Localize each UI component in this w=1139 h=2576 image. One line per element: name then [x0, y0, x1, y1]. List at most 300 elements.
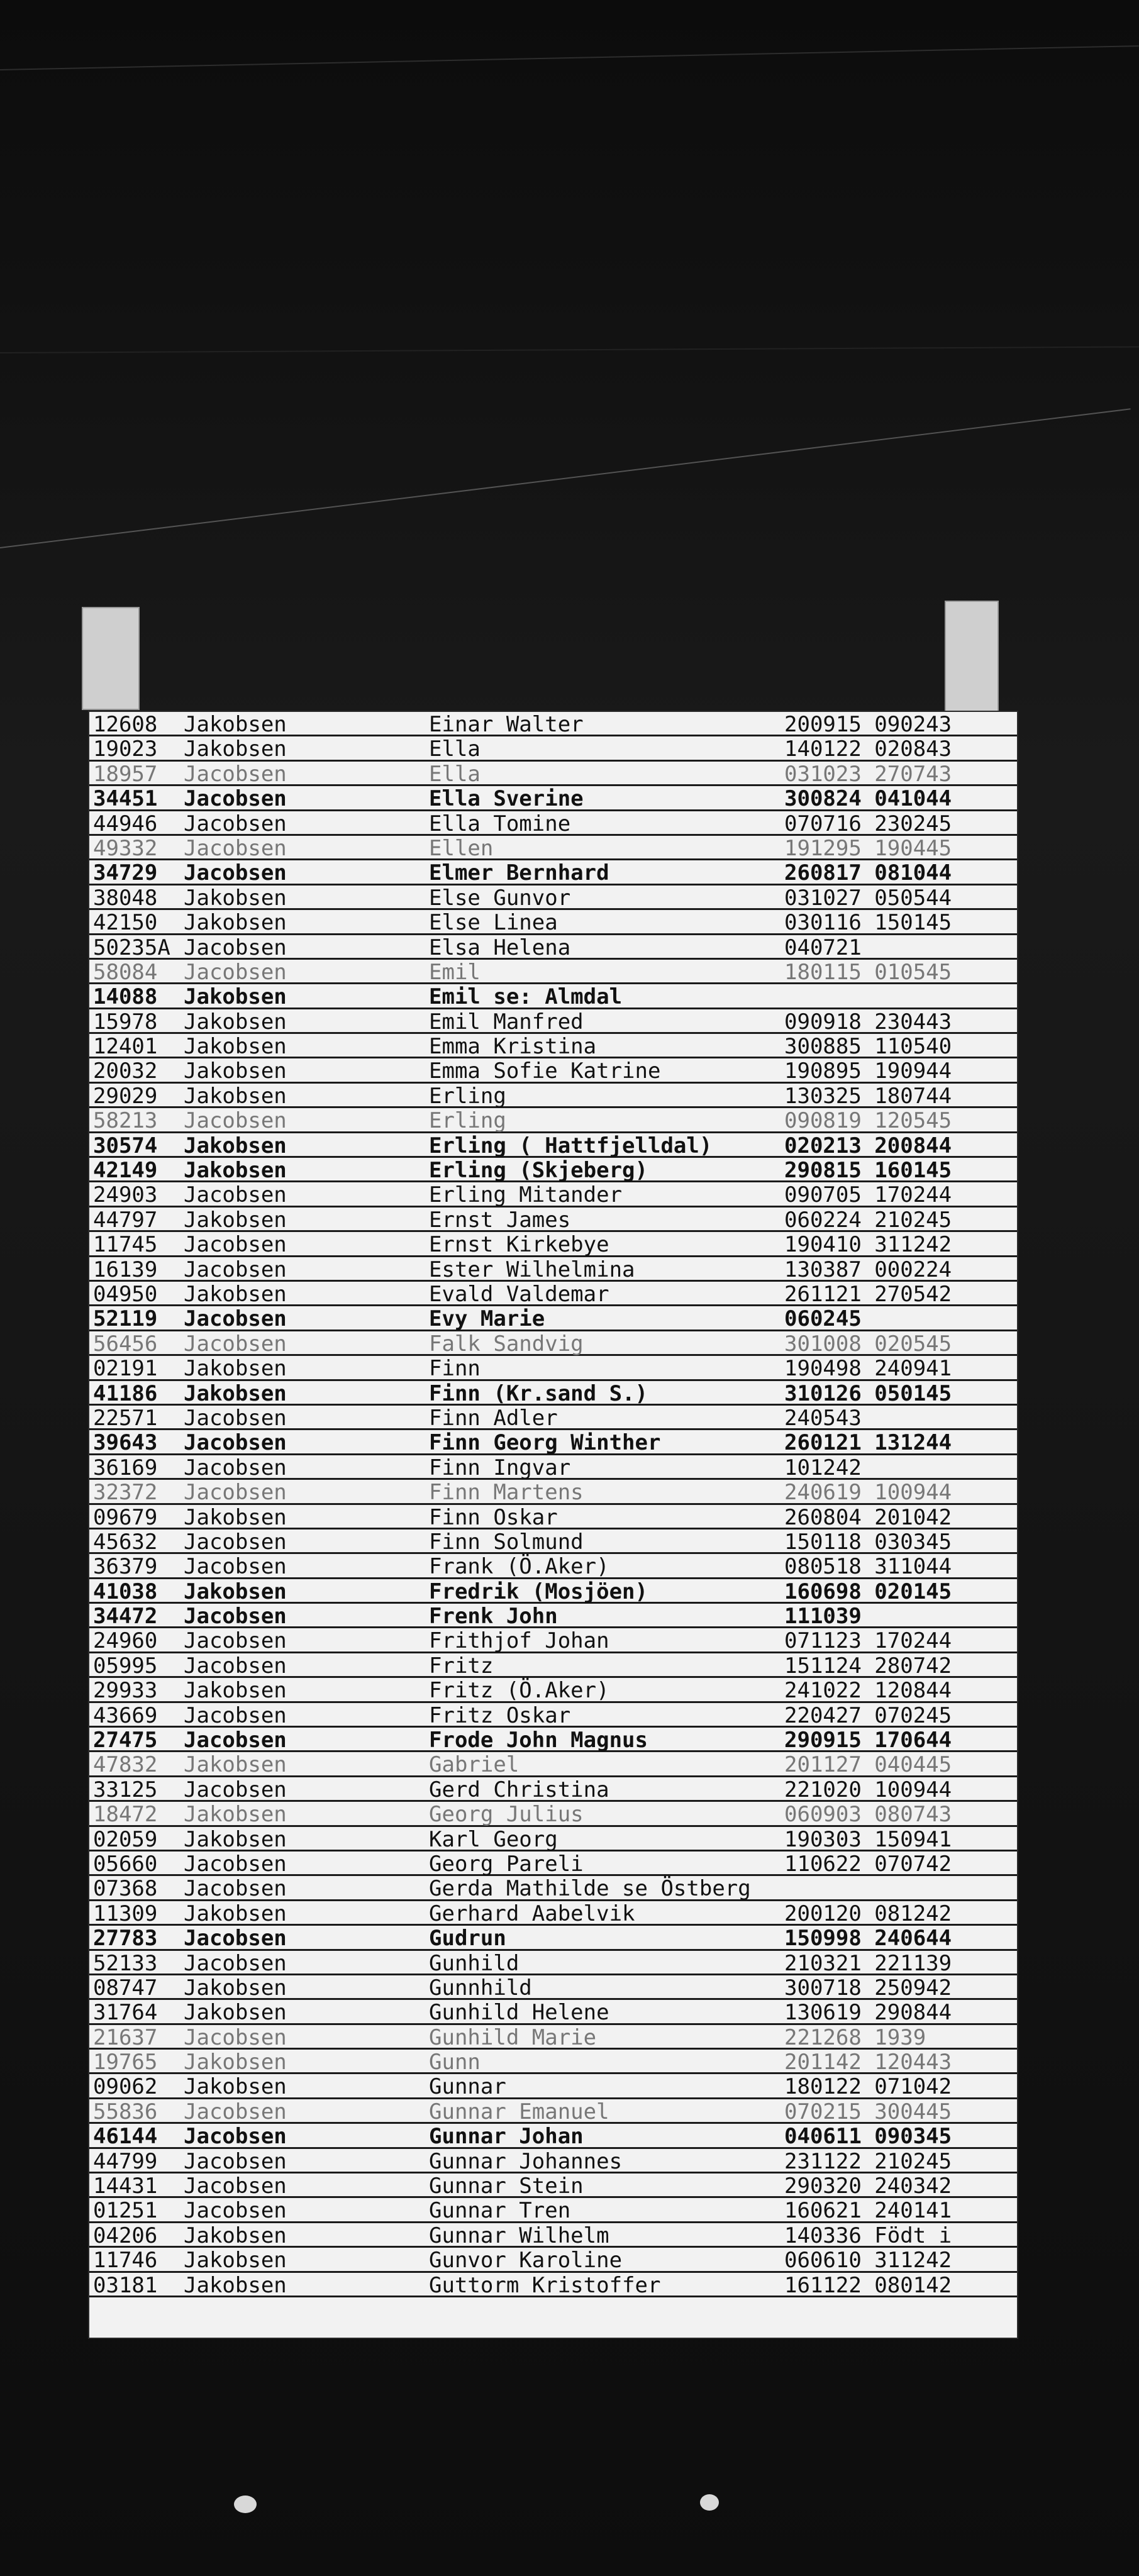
card-row	[89, 736, 1017, 761]
dates: 180122 071042	[784, 2074, 952, 2100]
given-names: Gudrun	[429, 1926, 506, 1951]
given-names: Elsa Helena	[429, 935, 571, 960]
card-row	[89, 1579, 1017, 1604]
surname: Jakobsen	[184, 2272, 287, 2298]
surname: Jacobsen	[184, 1653, 287, 1679]
dates: 310126 050145	[784, 1380, 952, 1406]
dates: 231122 210245	[784, 2148, 952, 2174]
record-number: 42150	[93, 910, 158, 936]
dates: 260121 131244	[784, 1430, 952, 1456]
dates: 140122 020843	[784, 736, 952, 762]
dates: 031027 050544	[784, 885, 952, 911]
dates: 221268 1939	[784, 2024, 926, 2050]
surname: Jacobsen	[184, 2198, 287, 2224]
given-names: Gunnar Wilhelm	[429, 2223, 609, 2248]
card-row	[89, 1034, 1017, 1058]
given-names: Emma Kristina	[429, 1034, 597, 1060]
surname: Jakobsen	[184, 1058, 287, 1084]
dates: 060245	[784, 1306, 862, 1332]
dates: 090819 120545	[784, 1108, 952, 1134]
card-row	[89, 860, 1017, 885]
record-number: 11746	[93, 2248, 158, 2273]
record-number: 44799	[93, 2148, 158, 2174]
card-row	[89, 2099, 1017, 2124]
record-number: 58213	[93, 1108, 158, 1134]
surname: Jacobsen	[184, 835, 287, 861]
dates: 130619 290844	[784, 2000, 952, 2026]
card-row	[89, 2025, 1017, 2050]
card-row	[89, 1084, 1017, 1108]
record-number: 19765	[93, 2050, 158, 2075]
surname: Jacobsen	[184, 1628, 287, 1654]
given-names: Gerd Christina	[429, 1777, 609, 1802]
surname: Jakobsen	[184, 1083, 287, 1109]
given-names: Finn Oskar	[429, 1504, 558, 1530]
card-row	[89, 1455, 1017, 1480]
film-speck	[700, 2494, 719, 2511]
given-names: Else Gunvor	[429, 885, 571, 911]
given-names: Gerda Mathilde se Östberg	[429, 1876, 751, 1902]
card-row	[89, 1505, 1017, 1530]
card-row	[89, 762, 1017, 786]
dates: 240619 100944	[784, 1480, 952, 1506]
given-names: Finn Martens	[429, 1480, 584, 1506]
dates: 020213 200844	[784, 1133, 952, 1158]
film-scratch	[0, 45, 1139, 70]
given-names: Finn Solmund	[429, 1529, 584, 1555]
dates: 260817 081044	[784, 860, 952, 886]
card-row	[89, 1703, 1017, 1728]
dates: 301008 020545	[784, 1331, 952, 1357]
card-row	[89, 886, 1017, 910]
dates: 080518 311044	[784, 1554, 952, 1580]
dates: 190895 190944	[784, 1058, 952, 1084]
surname: Jakobsen	[184, 712, 287, 737]
record-number: 18957	[93, 761, 158, 787]
record-number: 15978	[93, 1009, 158, 1035]
card-row	[89, 1728, 1017, 1752]
record-number: 55836	[93, 2099, 158, 2124]
surname: Jacobsen	[184, 2024, 287, 2050]
surname: Jakobsen	[184, 1158, 287, 1184]
given-names: Gunn	[429, 2050, 481, 2075]
given-names: Gerhard Aabelvik	[429, 1901, 635, 1926]
record-number: 11745	[93, 1232, 158, 1258]
dates: 060224 210245	[784, 1207, 952, 1233]
dates: 040721	[784, 935, 862, 960]
dates: 190303 150941	[784, 1826, 952, 1852]
record-number: 03181	[93, 2272, 158, 2298]
given-names: Georg Pareli	[429, 1851, 584, 1877]
dates: 200915 090243	[784, 712, 952, 737]
dates: 200120 081242	[784, 1901, 952, 1926]
dates: 221020 100944	[784, 1777, 952, 1802]
given-names: Erling (Skjeberg)	[429, 1158, 648, 1184]
card-row	[89, 1282, 1017, 1306]
record-number: 32372	[93, 1480, 158, 1506]
record-number: 49332	[93, 835, 158, 861]
card-row	[89, 2248, 1017, 2272]
dates: 111039	[784, 1604, 862, 1629]
surname: Jacobsen	[184, 1331, 287, 1357]
record-number: 58084	[93, 959, 158, 985]
surname: Jacobsen	[184, 761, 287, 787]
given-names: Falk Sandvig	[429, 1331, 584, 1357]
record-number: 45632	[93, 1529, 158, 1555]
dates: 090705 170244	[784, 1182, 952, 1208]
surname: Jacobsen	[184, 1604, 287, 1629]
record-number: 08747	[93, 1975, 158, 2001]
card-row	[89, 1406, 1017, 1430]
card-row	[89, 1182, 1017, 1207]
record-number: 02059	[93, 1826, 158, 1852]
surname: Jacobsen	[184, 1182, 287, 1208]
given-names: Fredrik (Mosjöen)	[429, 1579, 648, 1604]
record-number: 42149	[93, 1158, 158, 1184]
record-number: 39643	[93, 1430, 158, 1456]
surname: Jakobsen	[184, 1678, 287, 1704]
surname: Jakobsen	[184, 1901, 287, 1926]
given-names: Gunvor Karoline	[429, 2248, 623, 2273]
card-row	[89, 2124, 1017, 2148]
surname: Jakobsen	[184, 1356, 287, 1382]
surname: Jacobsen	[184, 1851, 287, 1877]
surname: Jakobsen	[184, 736, 287, 762]
record-number: 22571	[93, 1405, 158, 1431]
record-number: 04206	[93, 2223, 158, 2248]
given-names: Fritz (Ö.Aker)	[429, 1678, 609, 1704]
card-row	[89, 1802, 1017, 1826]
given-names: Georg Julius	[429, 1802, 584, 1828]
dates: 290320 240342	[784, 2174, 952, 2199]
given-names: Gunnar Johannes	[429, 2148, 623, 2174]
record-number: 33125	[93, 1777, 158, 1802]
card-row	[89, 1530, 1017, 1554]
record-number: 36169	[93, 1455, 158, 1480]
card-row	[89, 984, 1017, 1009]
given-names: Erling ( Hattfjelldal)	[429, 1133, 713, 1158]
surname: Jacobsen	[184, 1257, 287, 1282]
record-number: 52133	[93, 1950, 158, 1976]
card-row	[89, 2223, 1017, 2248]
record-number: 50235A	[93, 935, 170, 960]
surname: Jacobsen	[184, 1232, 287, 1258]
surname: Jakobsen	[184, 984, 287, 1010]
dates: 201127 040445	[784, 1752, 952, 1778]
given-names: Frank (Ö.Aker)	[429, 1554, 609, 1580]
dates: 190410 311242	[784, 1232, 952, 1258]
dates: 290915 170644	[784, 1728, 952, 1753]
dates: 110622 070742	[784, 1851, 952, 1877]
record-number: 05995	[93, 1653, 158, 1679]
record-number: 02191	[93, 1356, 158, 1382]
given-names: Gunnar Stein	[429, 2174, 584, 2199]
record-number: 41186	[93, 1380, 158, 1406]
given-names: Emil Manfred	[429, 1009, 584, 1035]
given-names: Frode John Magnus	[429, 1728, 648, 1753]
record-number: 14088	[93, 984, 158, 1010]
card-row	[89, 2174, 1017, 2198]
surname: Jakobsen	[184, 1579, 287, 1604]
dates: 130387 000224	[784, 1257, 952, 1282]
card-row	[89, 910, 1017, 935]
card-row	[89, 1306, 1017, 1331]
given-names: Ernst James	[429, 1207, 571, 1233]
record-number: 34729	[93, 860, 158, 886]
dates: 191295 190445	[784, 835, 952, 861]
dates: 300718 250942	[784, 1975, 952, 2001]
given-names: Gunhild Marie	[429, 2024, 597, 2050]
card-row	[89, 1752, 1017, 1777]
surname: Jacobsen	[184, 1876, 287, 1902]
surname: Jacobsen	[184, 1926, 287, 1951]
record-number: 24903	[93, 1182, 158, 1208]
record-number: 12401	[93, 1034, 158, 1060]
card-row	[89, 1356, 1017, 1380]
surname: Jacobsen	[184, 1950, 287, 1976]
given-names: Gunhild	[429, 1950, 519, 1976]
dates: 101242	[784, 1455, 862, 1480]
record-number: 43669	[93, 1702, 158, 1728]
card-row	[89, 1653, 1017, 1678]
given-names: Frithjof Johan	[429, 1628, 609, 1654]
dates: 260804 201042	[784, 1504, 952, 1530]
record-number: 30574	[93, 1133, 158, 1158]
card-row	[89, 2000, 1017, 2024]
given-names: Ella Tomine	[429, 811, 571, 836]
given-names: Ella Sverine	[429, 786, 584, 812]
dates: 161122 080142	[784, 2272, 952, 2298]
given-names: Ester Wilhelmina	[429, 1257, 635, 1282]
surname: Jakobsen	[184, 1380, 287, 1406]
given-names: Frenk John	[429, 1604, 558, 1629]
surname: Jacobsen	[184, 1529, 287, 1555]
record-number: 09679	[93, 1504, 158, 1530]
given-names: Ellen	[429, 835, 494, 861]
dates: 160698 020145	[784, 1579, 952, 1604]
dates: 210321 221139	[784, 1950, 952, 1976]
given-names: Finn (Kr.sand S.)	[429, 1380, 648, 1406]
card-row	[89, 1208, 1017, 1232]
surname: Jacobsen	[184, 1430, 287, 1456]
given-names: Erling Mitander	[429, 1182, 623, 1208]
dates: 150998 240644	[784, 1926, 952, 1951]
surname: Jacobsen	[184, 2174, 287, 2199]
given-names: Gunhild Helene	[429, 2000, 609, 2026]
given-names: Finn Ingvar	[429, 1455, 571, 1480]
surname: Jacobsen	[184, 1405, 287, 1431]
given-names: Finn Georg Winther	[429, 1430, 661, 1456]
card-row	[89, 1827, 1017, 1852]
record-number: 04950	[93, 1281, 158, 1307]
surname: Jakobsen	[184, 1207, 287, 1233]
given-names: Emil	[429, 959, 481, 985]
surname: Jakobsen	[184, 1009, 287, 1035]
card-row	[89, 1777, 1017, 1802]
given-names: Erling	[429, 1108, 506, 1134]
dates: 190498 240941	[784, 1356, 952, 1382]
card-tab-left	[82, 607, 140, 710]
surname: Jakobsen	[184, 885, 287, 911]
dates: 071123 170244	[784, 1628, 952, 1654]
record-number: 29933	[93, 1678, 158, 1704]
given-names: Else Linea	[429, 910, 558, 936]
card-row	[89, 811, 1017, 836]
given-names: Guttorm Kristoffer	[429, 2272, 661, 2298]
given-names: Ella	[429, 761, 481, 787]
surname: Jacobsen	[184, 2148, 287, 2174]
surname: Jacobsen	[184, 959, 287, 985]
record-number: 27475	[93, 1728, 158, 1753]
record-number: 31764	[93, 2000, 158, 2026]
record-number: 05660	[93, 1851, 158, 1877]
record-number: 24960	[93, 1628, 158, 1654]
dates: 220427 070245	[784, 1702, 952, 1728]
card-row	[89, 2050, 1017, 2074]
surname: Jakobsen	[184, 1975, 287, 2001]
surname: Jacobsen	[184, 1702, 287, 1728]
record-number: 01251	[93, 2198, 158, 2224]
given-names: Gunnar Johan	[429, 2124, 584, 2150]
surname: Jacobsen	[184, 2099, 287, 2124]
given-names: Ella	[429, 736, 481, 762]
record-number: 41038	[93, 1579, 158, 1604]
surname: Jacobsen	[184, 2124, 287, 2150]
record-number: 44797	[93, 1207, 158, 1233]
record-number: 34472	[93, 1604, 158, 1629]
dates: 240543	[784, 1405, 862, 1431]
card-row	[89, 1058, 1017, 1083]
card-row	[89, 1331, 1017, 1356]
dates: 070215 300445	[784, 2099, 952, 2124]
surname: Jakobsen	[184, 1281, 287, 1307]
surname: Jacobsen	[184, 1728, 287, 1753]
card-row	[89, 1901, 1017, 1926]
record-number: 29029	[93, 1083, 158, 1109]
dates: 070716 230245	[784, 811, 952, 836]
record-number: 11309	[93, 1901, 158, 1926]
record-number: 46144	[93, 2124, 158, 2150]
dates: 150118 030345	[784, 1529, 952, 1555]
dates: 180115 010545	[784, 959, 952, 985]
card-row	[89, 1975, 1017, 2000]
card-row	[89, 2149, 1017, 2174]
dates: 130325 180744	[784, 1083, 952, 1109]
surname: Jacobsen	[184, 811, 287, 836]
dates: 151124 280742	[784, 1653, 952, 1679]
card-row	[89, 1257, 1017, 1282]
card-row	[89, 1430, 1017, 1455]
surname: Jakobsen	[184, 910, 287, 936]
card-row	[89, 712, 1017, 736]
dates: 290815 160145	[784, 1158, 952, 1184]
card-row	[89, 1876, 1017, 1901]
surname: Jakobsen	[184, 1826, 287, 1852]
dates: 060903 080743	[784, 1802, 952, 1828]
given-names: Fritz Oskar	[429, 1702, 571, 1728]
surname: Jakobsen	[184, 1504, 287, 1530]
card-row	[89, 1381, 1017, 1406]
card-row	[89, 2198, 1017, 2223]
card-row	[89, 1926, 1017, 1950]
surname: Jakobsen	[184, 1802, 287, 1828]
surname: Jakobsen	[184, 1752, 287, 1778]
dates: 030116 150145	[784, 910, 952, 936]
given-names: Gunnar Tren	[429, 2198, 571, 2224]
dates: 060610 311242	[784, 2248, 952, 2273]
given-names: Evald Valdemar	[429, 1281, 609, 1307]
surname: Jacobsen	[184, 786, 287, 812]
given-names: Finn	[429, 1356, 481, 1382]
record-number: 44946	[93, 811, 158, 836]
record-number: 18472	[93, 1802, 158, 1828]
given-names: Emma Sofie Katrine	[429, 1058, 661, 1084]
dates: 040611 090345	[784, 2124, 952, 2150]
surname: Jakobsen	[184, 2000, 287, 2026]
card-row	[89, 2074, 1017, 2099]
given-names: Gunnar Emanuel	[429, 2099, 609, 2124]
given-names: Emil se: Almdal	[429, 984, 623, 1010]
surname: Jakobsen	[184, 1133, 287, 1158]
dates: 090918 230443	[784, 1009, 952, 1035]
dates: 140336 Födt i	[784, 2223, 952, 2248]
given-names: Gunnhild	[429, 1975, 532, 2001]
film-speck	[234, 2496, 257, 2513]
record-number: 12608	[93, 712, 158, 737]
card-row	[89, 1678, 1017, 1702]
card-row	[89, 1133, 1017, 1158]
card-row	[89, 1628, 1017, 1653]
given-names: Einar Walter	[429, 712, 584, 737]
card-row	[89, 1554, 1017, 1579]
surname: Jacobsen	[184, 1108, 287, 1134]
card-row	[89, 2273, 1017, 2297]
record-number: 38048	[93, 885, 158, 911]
card-row	[89, 1158, 1017, 1182]
given-names: Gabriel	[429, 1752, 519, 1778]
surname: Jakobsen	[184, 2074, 287, 2100]
dates: 261121 270542	[784, 1281, 952, 1307]
given-names: Erling	[429, 1083, 506, 1109]
dates: 300824 041044	[784, 786, 952, 812]
surname: Jacobsen	[184, 1455, 287, 1480]
given-names: Fritz	[429, 1653, 494, 1679]
record-number: 20032	[93, 1058, 158, 1084]
surname: Jakobsen	[184, 2248, 287, 2273]
card-row	[89, 960, 1017, 984]
surname: Jakobsen	[184, 2223, 287, 2248]
record-number: 34451	[93, 786, 158, 812]
given-names: Elmer Bernhard	[429, 860, 609, 886]
surname: Jacobsen	[184, 1306, 287, 1332]
surname: Jacobsen	[184, 860, 287, 886]
given-names: Karl Georg	[429, 1826, 558, 1852]
dates: 300885 110540	[784, 1034, 952, 1060]
card-row	[89, 935, 1017, 960]
card-row	[89, 1852, 1017, 1876]
record-number: 56456	[93, 1331, 158, 1357]
given-names: Gunnar	[429, 2074, 506, 2100]
dates: 031023 270743	[784, 761, 952, 787]
card-row	[89, 836, 1017, 860]
record-number: 16139	[93, 1257, 158, 1282]
given-names: Ernst Kirkebye	[429, 1232, 609, 1258]
record-number: 36379	[93, 1554, 158, 1580]
card-row	[89, 1480, 1017, 1504]
card-row	[89, 786, 1017, 811]
given-names: Finn Adler	[429, 1405, 558, 1431]
dates: 160621 240141	[784, 2198, 952, 2224]
